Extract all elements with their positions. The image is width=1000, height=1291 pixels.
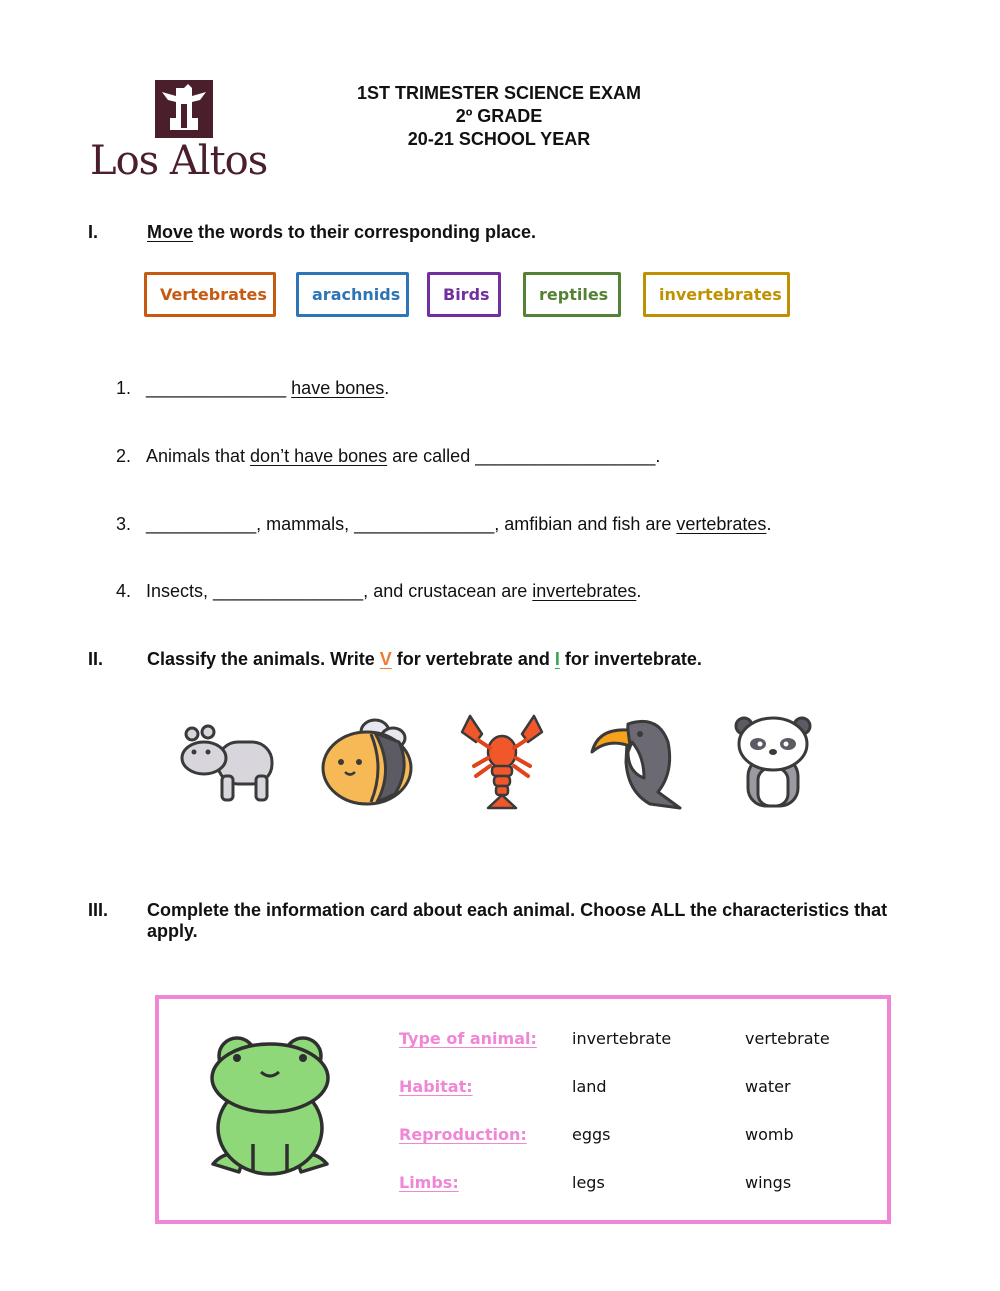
question-2 bbox=[116, 446, 660, 467]
question-number: 2. bbox=[116, 446, 132, 466]
exam-title: 1ST TRIMESTER SCIENCE EXAM bbox=[356, 83, 642, 103]
word-card-birds[interactable]: Birds bbox=[427, 272, 501, 317]
option-vertebrate[interactable]: vertebrate bbox=[745, 1029, 830, 1048]
word-card-arachnids[interactable]: arachnids bbox=[296, 272, 409, 317]
underlined-text: have bones bbox=[291, 378, 385, 398]
card-label-limbs: Limbs: bbox=[399, 1173, 459, 1192]
word-card-reptiles[interactable]: reptiles bbox=[523, 272, 621, 317]
frog-icon bbox=[205, 1032, 335, 1182]
question-text: . bbox=[384, 378, 390, 398]
answer-blank[interactable]: ______________ bbox=[146, 378, 287, 398]
question-text: . bbox=[766, 514, 772, 534]
card-label-reproduction: Reproduction: bbox=[399, 1125, 527, 1144]
instruction-verb: Move bbox=[147, 222, 194, 242]
section-3-instruction-line-1: Complete the information card about each animal. Choose ALL the characteristics that bbox=[147, 900, 888, 920]
card-label-habitat: Habitat: bbox=[399, 1077, 473, 1096]
toucan-icon[interactable] bbox=[588, 712, 688, 812]
panda-icon[interactable] bbox=[722, 712, 822, 812]
option-wings[interactable]: wings bbox=[745, 1173, 792, 1192]
option-womb[interactable]: womb bbox=[745, 1125, 794, 1144]
section-2-instruction bbox=[147, 649, 702, 670]
option-legs[interactable]: legs bbox=[572, 1173, 605, 1192]
logo-wordmark: Los Altos bbox=[90, 138, 268, 184]
word-card-vertebrates[interactable]: Vertebrates bbox=[144, 272, 276, 317]
question-1 bbox=[116, 378, 389, 399]
instruction-text: for invertebrate. bbox=[559, 649, 702, 669]
question-number: 3. bbox=[116, 514, 132, 534]
section-2-number: II. bbox=[88, 649, 104, 669]
instruction-text: for vertebrate and bbox=[391, 649, 555, 669]
bee-icon[interactable] bbox=[315, 712, 415, 812]
exam-grade: 2º GRADE bbox=[455, 106, 543, 126]
question-number: 4. bbox=[116, 581, 132, 601]
word-card-invertebrates[interactable]: invertebrates bbox=[643, 272, 790, 317]
section-1-instruction bbox=[147, 222, 536, 243]
underlined-text: don’t have bones bbox=[250, 446, 388, 466]
option-invertebrate[interactable]: invertebrate bbox=[572, 1029, 672, 1048]
section-3-instruction-line-2: apply. bbox=[147, 921, 198, 941]
exam-school-year: 20-21 SCHOOL YEAR bbox=[407, 129, 591, 149]
card-label-type-of-animal: Type of animal: bbox=[399, 1029, 537, 1048]
instruction-rest: the words to their corresponding place. bbox=[193, 222, 537, 242]
invertebrate-letter: I bbox=[554, 649, 560, 669]
question-text-with-blanks[interactable]: ___________, mammals, ______________, amfibian and fish are bbox=[146, 514, 677, 534]
question-number: 1. bbox=[116, 378, 132, 398]
option-water[interactable]: water bbox=[745, 1077, 791, 1096]
question-text: . bbox=[636, 581, 642, 601]
question-3 bbox=[116, 514, 771, 535]
option-eggs[interactable]: eggs bbox=[572, 1125, 611, 1144]
hippo-icon[interactable] bbox=[178, 712, 278, 812]
underlined-text: invertebrates bbox=[532, 581, 637, 601]
section-3-number: III. bbox=[88, 900, 109, 920]
question-text-with-blank[interactable]: are called __________________. bbox=[387, 446, 661, 466]
section-1-number: I. bbox=[88, 222, 99, 242]
vertebrate-letter: V bbox=[379, 649, 392, 669]
question-text: Animals that bbox=[146, 446, 251, 466]
lobster-icon[interactable] bbox=[452, 712, 552, 812]
underlined-text: vertebrates bbox=[676, 514, 767, 534]
question-4 bbox=[116, 581, 641, 602]
instruction-text: Classify the animals. Write bbox=[147, 649, 380, 669]
option-land[interactable]: land bbox=[572, 1077, 607, 1096]
question-text-with-blank[interactable]: Insects, _______________, and crustacean are bbox=[146, 581, 533, 601]
